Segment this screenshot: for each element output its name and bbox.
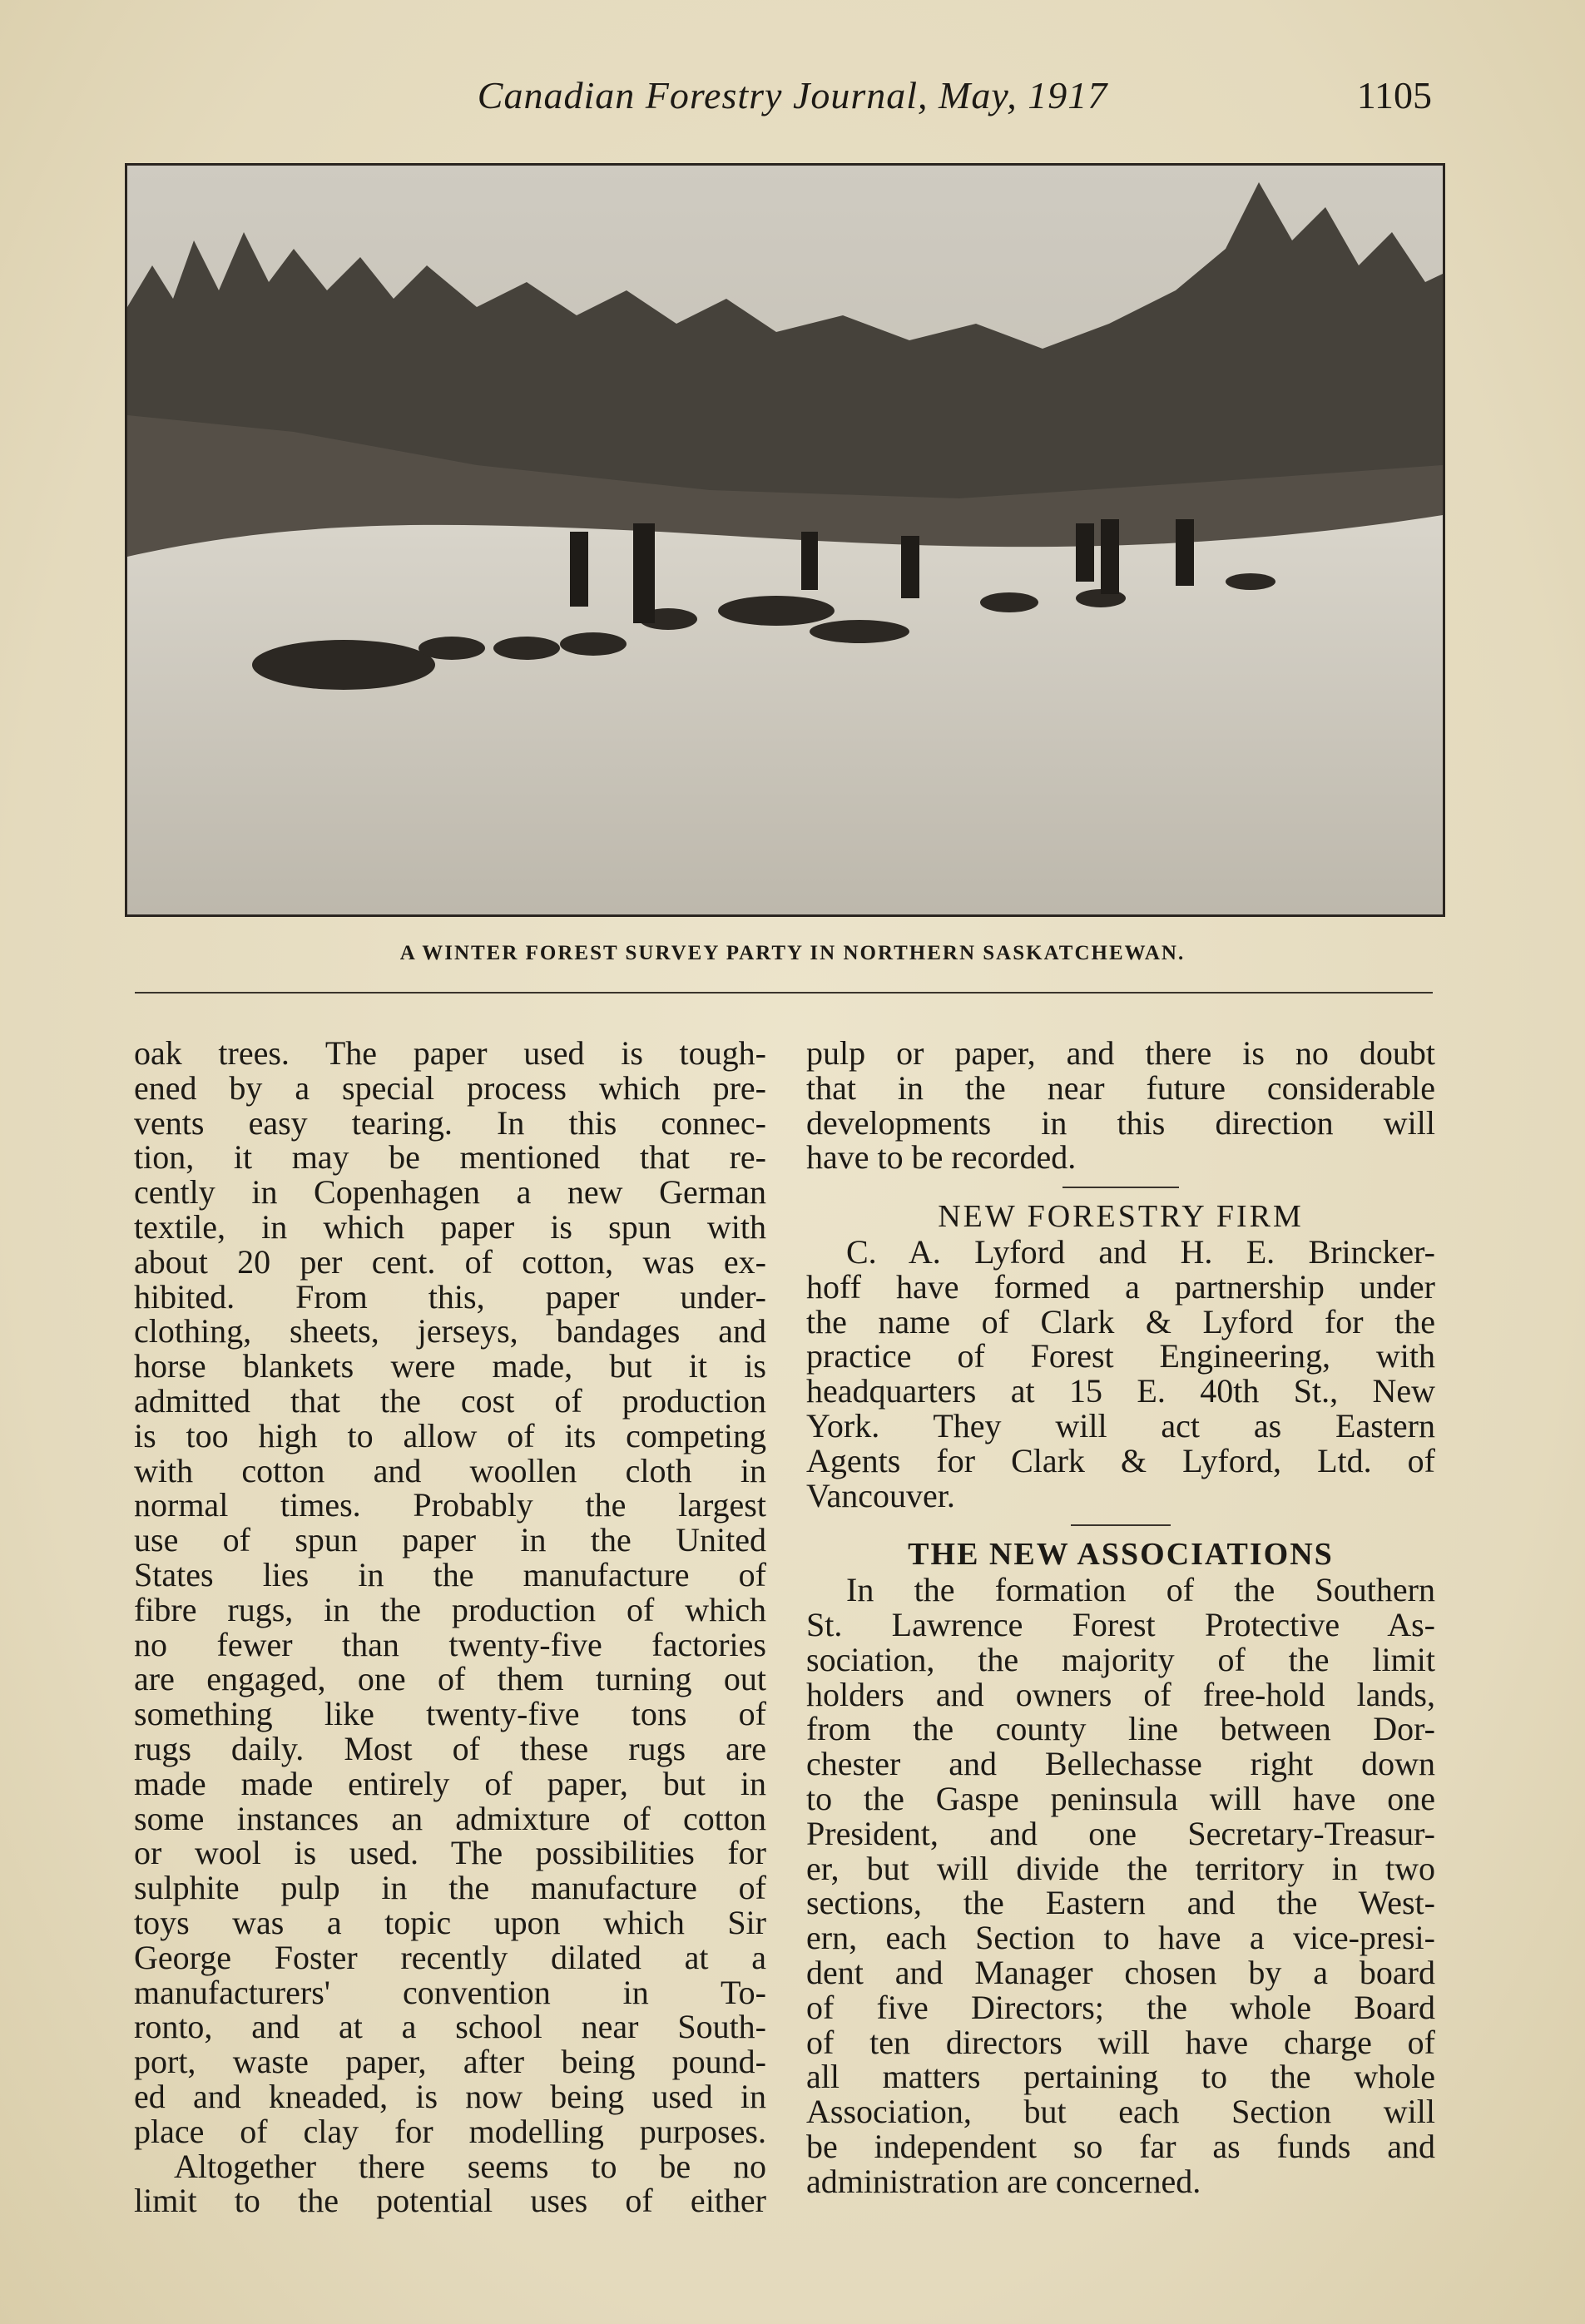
text-line: some instances an admixture of cotton <box>134 1799 766 1837</box>
text-line: horse blankets were made, but it is <box>134 1347 766 1385</box>
text-line: George Foster recently dilated at a <box>134 1938 766 1976</box>
text-line: to the Gaspe peninsula will have one <box>806 1779 1435 1817</box>
photo-illustration <box>127 166 1443 914</box>
text-line: rugs daily. Most of these rugs are <box>134 1729 766 1767</box>
text-line: Association, but each Section will <box>806 2093 1435 2131</box>
text-line: chester and Bellechasse right down <box>806 1745 1435 1783</box>
text-line: York. They will act as Eastern <box>806 1406 1435 1444</box>
text-line: place of clay for modelling purposes. <box>134 2112 766 2150</box>
section-divider <box>1062 1187 1179 1188</box>
text-line: Agents for Clark & Lyford, Ltd. of <box>806 1441 1435 1479</box>
section-divider <box>1071 1524 1171 1526</box>
text-line: admitted that the cost of production <box>134 1381 766 1420</box>
text-line: administration are concerned. <box>806 2162 1201 2200</box>
text-line: toys was a topic upon which Sir <box>134 1903 766 1941</box>
text-line: hibited. From this, paper under- <box>134 1277 766 1316</box>
text-line: of five Directors; the whole Board <box>806 1988 1435 2026</box>
left-column <box>134 1036 766 2218</box>
text-line: normal times. Probably the largest <box>134 1486 766 1524</box>
text-line: developments in this direction will <box>806 1103 1435 1142</box>
text-line: er, but will divide the territory in two <box>806 1849 1435 1887</box>
text-line: port, waste paper, after being pound- <box>134 2043 766 2081</box>
text-line: made made entirely of paper, but in <box>134 1764 766 1802</box>
text-line: the name of Clark & Lyford for the <box>806 1302 1435 1340</box>
text-line: sociation, the majority of the limit <box>806 1640 1435 1678</box>
text-line: tion, it may be mentioned that re- <box>134 1138 766 1177</box>
text-line: practice of Forest Engineering, with <box>806 1337 1435 1375</box>
text-line: ed and kneaded, is now being used in <box>134 2077 766 2115</box>
text-line: St. Lawrence Forest Protective As- <box>806 1605 1435 1643</box>
survey-party-photograph <box>125 163 1445 917</box>
text-line: of ten directors will have charge of <box>806 2023 1435 2061</box>
text-line: all matters pertaining to the whole <box>806 2058 1435 2096</box>
text-line: textile, in which paper is spun with <box>134 1207 766 1246</box>
text-line: ern, each Section to have a vice-presi- <box>806 1919 1435 1957</box>
running-header: Canadian Forestry Journal, May, 1917 <box>477 74 1108 116</box>
text-line: Altogether there seems to be no <box>174 2147 766 2185</box>
text-line: use of spun paper in the United <box>134 1521 766 1559</box>
text-line: Vancouver. <box>806 1476 955 1514</box>
figure-caption: A WINTER FOREST SURVEY PARTY IN NORTHERN SASKATCHEWAN. <box>399 942 1186 964</box>
text-line: hoff have formed a partnership under <box>806 1267 1435 1306</box>
section-heading: THE NEW ASSOCIATIONS <box>908 1537 1334 1573</box>
text-line: something like twenty-five tons of <box>134 1695 766 1733</box>
text-line: oak trees. The paper used is tough- <box>134 1034 766 1072</box>
text-line: pulp or paper, and there is no doubt <box>806 1034 1435 1072</box>
section-heading: NEW FORESTRY FIRM <box>938 1199 1304 1235</box>
text-line: are engaged, one of them turning out <box>134 1660 766 1698</box>
text-line: clothing, sheets, jerseys, bandages and <box>134 1312 766 1350</box>
text-line: that in the near future considerable <box>806 1068 1435 1107</box>
text-line: about 20 per cent. of cotton, was ex- <box>134 1242 766 1281</box>
text-line: is too high to allow of its competing <box>134 1416 766 1454</box>
text-line: no fewer than twenty-five factories <box>134 1625 766 1663</box>
text-line: with cotton and woollen cloth in <box>134 1451 766 1489</box>
text-line: sulphite pulp in the manufacture of <box>134 1869 766 1907</box>
text-line: be independent so far as funds and <box>806 2127 1435 2165</box>
text-line: President, and one Secretary-Treasur- <box>806 1814 1435 1852</box>
page-number: 1105 <box>1356 74 1432 116</box>
text-line: In the formation of the Southern <box>846 1571 1435 1609</box>
right-column <box>806 1036 1435 2199</box>
text-line: ronto, and at a school near South- <box>134 2008 766 2046</box>
text-line: fibre rugs, in the production of which <box>134 1590 766 1628</box>
horizontal-rule <box>135 992 1433 994</box>
text-line: dent and Manager chosen by a board <box>806 1953 1435 1991</box>
text-line: manufacturers' convention in To- <box>134 1973 766 2011</box>
text-line: vents easy tearing. In this connec- <box>134 1103 766 1142</box>
text-line: from the county line between Dor- <box>806 1710 1435 1748</box>
text-line: ened by a special process which pre- <box>134 1068 766 1107</box>
text-line: headquarters at 15 E. 40th St., New <box>806 1372 1435 1410</box>
text-line: have to be recorded. <box>806 1138 1077 1177</box>
text-line: cently in Copenhagen a new German <box>134 1173 766 1212</box>
text-line: limit to the potential uses of either <box>134 2182 766 2220</box>
text-line: C. A. Lyford and H. E. Brincker- <box>846 1232 1435 1271</box>
text-line: or wool is used. The possibilities for <box>134 1834 766 1872</box>
text-line: sections, the Eastern and the West- <box>806 1884 1435 1922</box>
text-line: holders and owners of free-hold lands, <box>806 1675 1435 1713</box>
text-line: States lies in the manufacture of <box>134 1555 766 1593</box>
